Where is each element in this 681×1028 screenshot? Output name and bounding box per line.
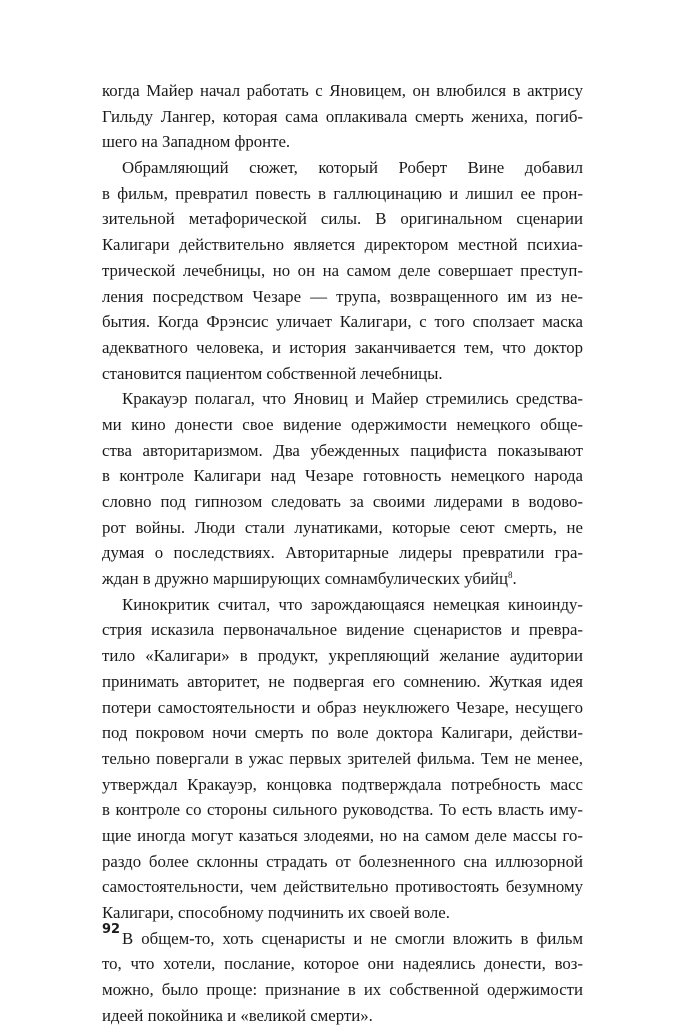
text-line: раздо более склонны страдать от болезненного сна иллюзорной: [102, 851, 583, 871]
text-line: трической лечебницы, но он на самом деле совершает преступ-: [102, 260, 583, 280]
paragraph-2: [102, 155, 583, 386]
text-line: Обрамляющий сюжет, который Роберт Вине добавил: [122, 158, 583, 178]
text-line: рот войны. Люди стали лунатиками, которые сеют смерть, не: [102, 517, 583, 537]
text-line: ства авторитаризмом. Два убежденных пацифиста показывают: [102, 440, 583, 460]
text-line: тельно повергали в ужас первых зрителей фильма. Тем не менее,: [102, 748, 583, 768]
text-line-content: ждан в дружно марширующих сомнамбулических убийц: [102, 569, 508, 589]
text-line: адекватного человека, и история заканчивается тем, что доктор: [102, 337, 583, 357]
paragraph-5: [102, 926, 583, 1028]
text-line: стрия исказила первоначальное видение сценаристов и превра-: [102, 620, 583, 640]
text-line: в контроле со стороны сильного руководства. То есть власть иму-: [102, 800, 583, 820]
text-line: Кинокритик считал, что зарождающаяся немецкая киноинду-: [122, 594, 583, 614]
text-line: бытия. Когда Фрэнсис уличает Калигари, с того сползает маска: [102, 312, 583, 332]
text-line: ления посредством Чезаре — трупа, возвращенного им из не-: [102, 286, 583, 306]
text-line: Калигари действительно является директором местной психиа-: [102, 235, 583, 255]
text-line: принимать авторитет, не подвергая его сомнению. Жуткая идея: [102, 671, 583, 691]
text-line: то, что хотели, послание, которое они надеялись донести, воз-: [102, 954, 583, 974]
text-line: тило «Калигари» в продукт, укрепляющий желание аудитории: [102, 646, 583, 666]
text-line: Гильду Лангер, которая сама оплакивала смерть жениха, погиб-: [102, 106, 583, 126]
text-line: самостоятельности, чем действительно противостоять безумному: [102, 877, 583, 897]
text-line: идеей покойника и «великой смерти».: [102, 1005, 373, 1025]
text-line: В общем-то, хоть сценаристы и не смогли вложить в фильм: [122, 928, 583, 948]
text-line: словно под гипнозом следовать за своими лидерами в водово-: [102, 492, 583, 511]
text-line: зительной метафорической силы. В оригинальном сценарии: [102, 209, 583, 229]
text-line: утверждал Кракауэр, концовка подтверждала потребность масс: [102, 774, 583, 794]
text-line: думая о последствиях. Авторитарные лидеры превратили гра-: [102, 543, 583, 563]
text-line: в контроле Калигари над Чезаре готовность немецкого народа: [102, 466, 583, 486]
paragraph-3: [102, 386, 583, 592]
body-text: [102, 78, 583, 1028]
text-line: Кракауэр полагал, что Яновиц и Майер стремились средства-: [122, 389, 583, 409]
text-line: щие иногда могут казаться злодеями, но на самом деле массы го-: [102, 825, 583, 845]
text-line: когда Майер начал работать с Яновицем, он влюбился в актрису: [102, 81, 583, 100]
text-line: можно, было проще: признание в их собственной одержимости: [102, 980, 583, 1000]
text-line: становится пациентом собственной лечебницы.: [102, 363, 443, 383]
text-line: ми кино донести свое видение одержимости немецкого обще-: [102, 414, 583, 434]
text-line: Калигари, способному подчинить их своей воле.: [102, 903, 450, 922]
text-line: в фильм, превратил повесть в галлюцинацию и лишил ее прон-: [102, 183, 583, 203]
text-line: ждан в дружно марширующих сомнамбулических убийц$^8$.: [102, 569, 517, 589]
page-number: 92: [102, 922, 121, 937]
text-line: потери самостоятельности и образ неуклюжего Чезаре, несущего: [102, 697, 583, 717]
text-line: под покровом ночи смерть по воле доктора Калигари, действи-: [102, 723, 583, 743]
paragraph-1: [102, 78, 583, 155]
paragraph-4: [102, 592, 583, 926]
footnote-marker: 8: [507, 570, 513, 581]
text-line: шего на Западном фронте.: [102, 132, 291, 152]
